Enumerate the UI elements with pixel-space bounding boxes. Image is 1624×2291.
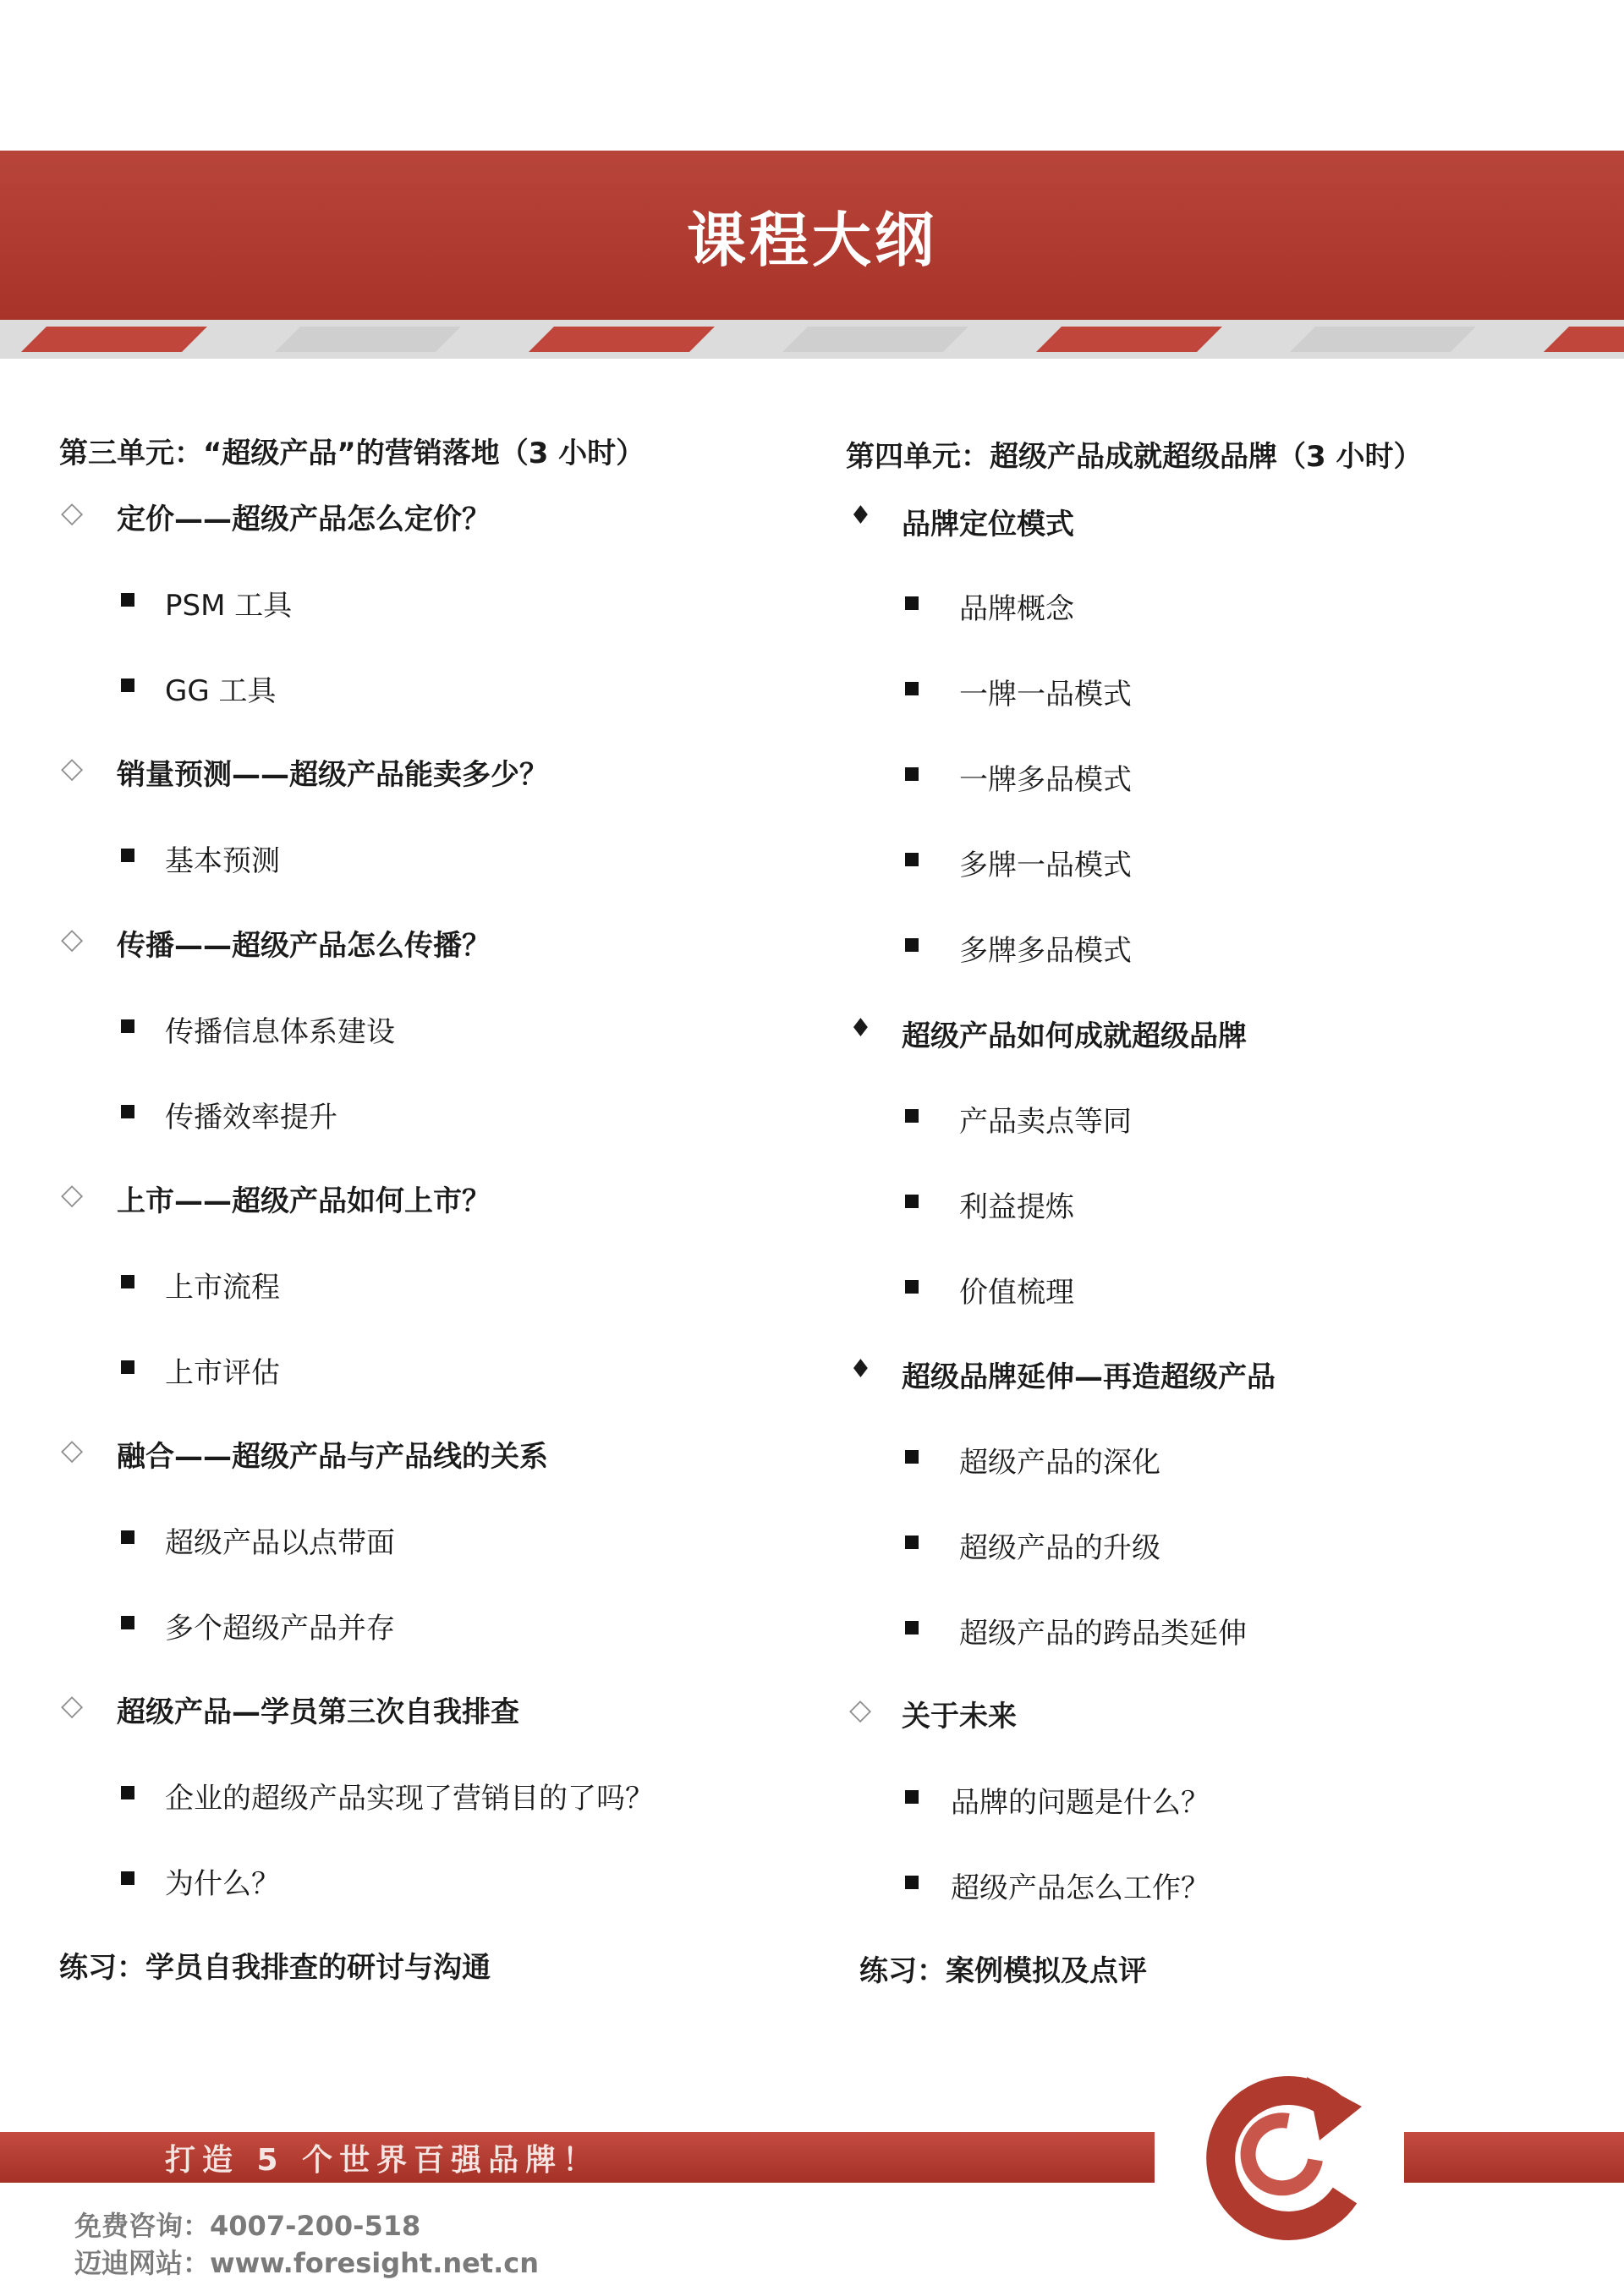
- diamond-filled-icon: ♦: [849, 501, 872, 530]
- list-item: 超级产品—学员第三次自我排查: [117, 1695, 519, 1729]
- list-item: PSM 工具: [165, 589, 293, 623]
- list-item: 多牌一品模式: [959, 849, 1132, 882]
- diamond-outline-icon: ◇: [61, 1689, 84, 1722]
- list-item: 一牌一品模式: [959, 678, 1132, 711]
- site-url: www.foresight.net.cn: [210, 2247, 540, 2279]
- square-bullet-icon: [121, 1871, 134, 1885]
- footer-slogan: 打造 5 个世界百强品牌！: [165, 2142, 601, 2178]
- list-item: 品牌定位模式: [902, 508, 1074, 541]
- logo-icon: [1188, 2060, 1379, 2250]
- square-bullet-icon: [905, 1450, 919, 1464]
- list-item: 价值梳理: [959, 1276, 1074, 1310]
- square-bullet-icon: [121, 679, 134, 692]
- diamond-outline-icon: ◇: [61, 496, 84, 530]
- list-item: 超级品牌延伸—再造超级产品: [902, 1360, 1276, 1394]
- square-bullet-icon: [121, 1616, 134, 1629]
- list-item: 产品卖点等同: [959, 1105, 1132, 1139]
- list-item: 超级产品的跨品类延伸: [959, 1617, 1247, 1651]
- square-bullet-icon: [905, 938, 919, 952]
- list-item: 多个超级产品并存: [165, 1612, 395, 1645]
- diamond-filled-icon: ♦: [849, 1354, 872, 1384]
- list-item: 为什么？: [165, 1867, 280, 1901]
- list-item: 关于未来: [902, 1700, 1017, 1733]
- square-bullet-icon: [121, 1019, 134, 1033]
- list-item: 传播效率提升: [165, 1101, 337, 1135]
- list-item: 基本预测: [165, 844, 280, 878]
- square-bullet-icon: [121, 1105, 134, 1118]
- list-item: 销量预测——超级产品能卖多少？: [117, 758, 548, 792]
- square-bullet-icon: [905, 596, 919, 610]
- diamond-outline-icon: ◇: [849, 1693, 872, 1727]
- diamond-filled-icon: ♦: [849, 1014, 872, 1043]
- phone-number: 4007-200-518: [210, 2210, 421, 2242]
- site-label: 迈迪网站：: [74, 2247, 211, 2279]
- list-item: 上市评估: [165, 1356, 280, 1390]
- square-bullet-icon: [905, 1876, 919, 1889]
- phone-label: 免费咨询：: [74, 2210, 211, 2242]
- right-section-title: 第四单元：超级产品成就超级品牌（3 小时）: [846, 440, 1423, 474]
- square-bullet-icon: [121, 1275, 134, 1288]
- square-bullet-icon: [905, 1280, 919, 1294]
- diamond-outline-icon: ◇: [61, 1178, 84, 1211]
- contact-website: [74, 2242, 539, 2281]
- page-title: 课程大纲: [687, 205, 937, 275]
- diamond-outline-icon: ◇: [61, 751, 84, 785]
- list-item: 利益提炼: [959, 1190, 1074, 1224]
- header-stripe: [0, 320, 1624, 359]
- square-bullet-icon: [121, 849, 134, 862]
- list-item: 融合——超级产品与产品线的关系: [117, 1440, 548, 1474]
- diamond-outline-icon: ◇: [61, 1433, 84, 1467]
- square-bullet-icon: [905, 1195, 919, 1208]
- list-item: 传播——超级产品怎么传播？: [117, 929, 491, 963]
- list-item: 品牌概念: [959, 592, 1074, 626]
- list-item: 一牌多品模式: [959, 763, 1132, 797]
- square-bullet-icon: [905, 682, 919, 695]
- square-bullet-icon: [121, 1786, 134, 1799]
- list-item: 多牌多品模式: [959, 934, 1132, 968]
- list-item: 上市流程: [165, 1271, 280, 1305]
- list-item: 超级产品的升级: [959, 1531, 1160, 1565]
- diamond-outline-icon: ◇: [61, 922, 84, 956]
- list-item: 传播信息体系建设: [165, 1015, 395, 1049]
- square-bullet-icon: [121, 1360, 134, 1374]
- list-item: GG 工具: [165, 674, 277, 708]
- list-item: 上市——超级产品如何上市？: [117, 1184, 491, 1218]
- square-bullet-icon: [905, 1790, 919, 1804]
- square-bullet-icon: [905, 767, 919, 781]
- left-practice: 练习：学员自我排查的研讨与沟通: [59, 1951, 491, 1985]
- list-item: 定价——超级产品怎么定价？: [117, 503, 491, 536]
- square-bullet-icon: [905, 853, 919, 866]
- list-item: 企业的超级产品实现了营销目的了吗？: [165, 1782, 654, 1816]
- contact-phone: [74, 2205, 420, 2244]
- square-bullet-icon: [905, 1109, 919, 1123]
- list-item: 超级产品以点带面: [165, 1526, 395, 1560]
- square-bullet-icon: [905, 1621, 919, 1634]
- list-item: 超级产品的深化: [959, 1446, 1160, 1480]
- left-section-title: 第三单元：“超级产品”的营销落地（3 小时）: [59, 437, 645, 470]
- list-item: 超级产品如何成就超级品牌: [902, 1019, 1247, 1053]
- list-item: 超级产品怎么工作？: [951, 1871, 1210, 1905]
- square-bullet-icon: [121, 1530, 134, 1544]
- square-bullet-icon: [121, 593, 134, 607]
- square-bullet-icon: [905, 1536, 919, 1549]
- list-item: 品牌的问题是什么？: [951, 1786, 1210, 1820]
- footer-band-right: [1404, 2132, 1624, 2183]
- right-practice: 练习：案例模拟及点评: [859, 1954, 1147, 1988]
